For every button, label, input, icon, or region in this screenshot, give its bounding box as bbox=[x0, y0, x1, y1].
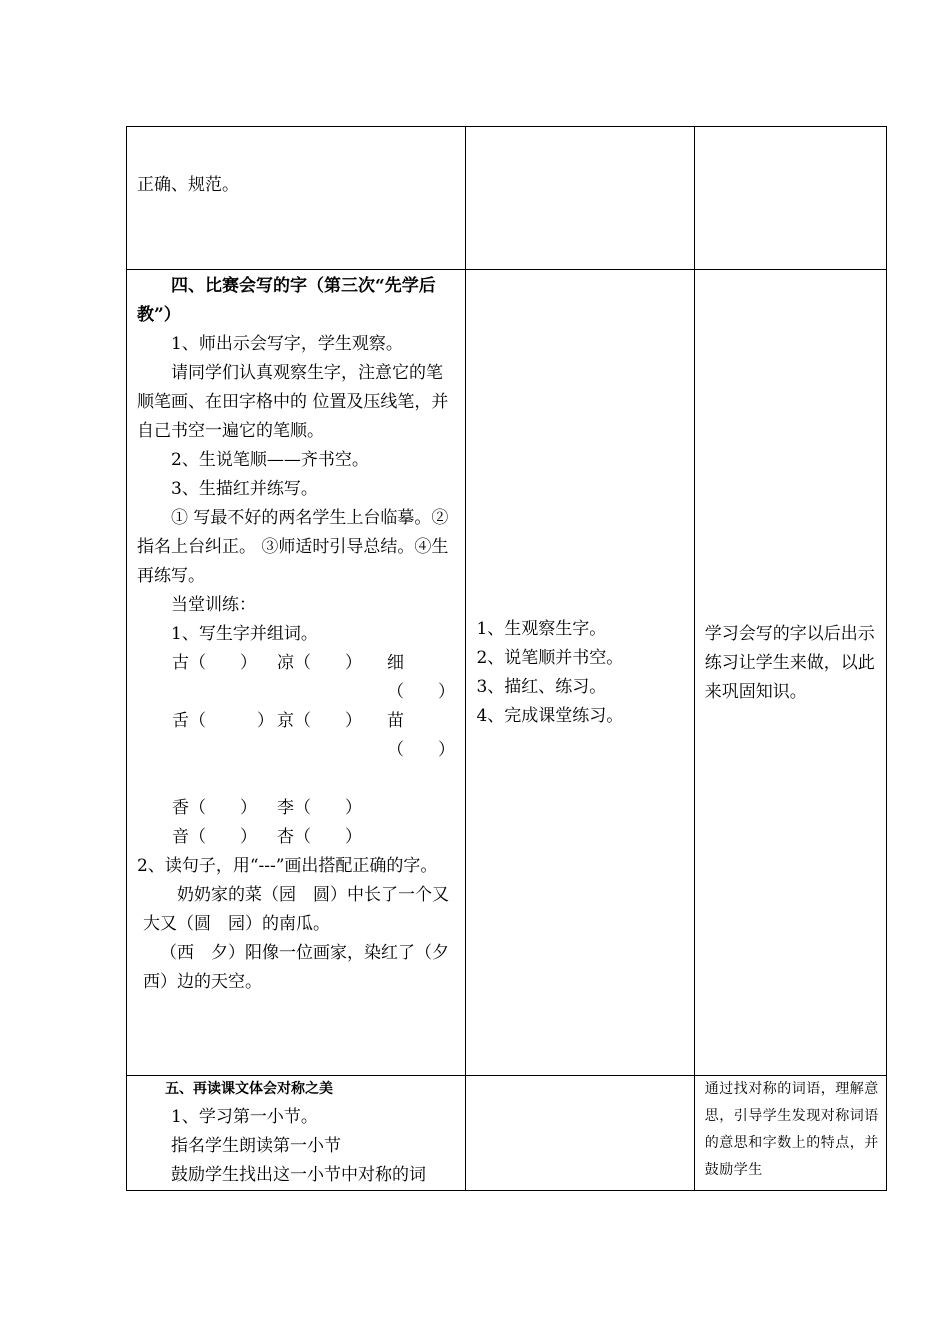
student-activity-item: 2、说笔顺并书空。 bbox=[476, 647, 624, 668]
word-blank: 舌（ ） bbox=[172, 711, 274, 731]
student-activity-item: 1、生观察生字。 bbox=[476, 618, 607, 639]
word-exercise-row bbox=[137, 823, 457, 852]
step-line: 3、生描红并练写。 bbox=[171, 479, 318, 499]
step-line: 1、写生字并组词。 bbox=[171, 624, 318, 644]
teacher-activity-cell bbox=[127, 127, 466, 270]
word-blank: 香（ ） bbox=[172, 798, 257, 818]
word-blank: 音（ ） bbox=[172, 827, 257, 847]
teacher-activity-cell bbox=[127, 1076, 466, 1191]
design-intent-cell bbox=[694, 270, 886, 1076]
lesson-plan-table bbox=[126, 126, 887, 1191]
table-row bbox=[127, 270, 887, 1076]
word-blank: 凉（ ） bbox=[277, 653, 362, 673]
student-activity-cell bbox=[466, 270, 694, 1076]
step-line: 指名学生朗读第一小节 bbox=[171, 1136, 341, 1156]
row1-text: 正确、规范。 bbox=[137, 175, 239, 195]
student-activity-cell bbox=[466, 1076, 694, 1191]
section-five-heading: 五、再读课文体会对称之美 bbox=[165, 1081, 333, 1097]
sentence-line: 奶奶家的菜（园 圆）中长了一个又大又（圆 园）的南瓜。 bbox=[143, 885, 449, 934]
step-line: 1、师出示会写字，学生观察。 bbox=[171, 334, 403, 354]
task-two-line: 2、读句子，用“---”画出搭配正确的字。 bbox=[137, 856, 438, 876]
design-intent-cell bbox=[694, 127, 886, 270]
student-activity-item: 3、描红、练习。 bbox=[476, 676, 607, 697]
step-line: 1、学习第一小节。 bbox=[171, 1107, 318, 1127]
step-line: 鼓励学生找出这一小节中对称的词 bbox=[171, 1165, 426, 1185]
design-intent-text: 通过找对称的词语，理解意思，引导学生发现对称词语的意思和字数上的特点，并鼓励学生 bbox=[704, 1081, 879, 1178]
student-activity-item: 4、完成课堂练习。 bbox=[476, 705, 624, 726]
word-exercise-row bbox=[137, 794, 457, 823]
student-activity-cell bbox=[466, 127, 694, 270]
word-exercise-row bbox=[137, 707, 457, 765]
sentence-line: （西 夕）阳像一位画家，染红了（夕 西）边的天空。 bbox=[143, 943, 466, 992]
word-blank: 京（ ） bbox=[277, 711, 362, 731]
step-line: ① 写最不好的两名学生上台临摹。②指名上台纠正。 ③师适时引导总结。④生再练写。 bbox=[137, 508, 449, 586]
table-row bbox=[127, 127, 887, 270]
design-intent-text: 学习会写的字以后出示练习让学生来做，以此来巩固知识。 bbox=[704, 624, 875, 702]
word-exercise-row bbox=[137, 649, 457, 707]
word-blank: 杏（ ） bbox=[277, 827, 362, 847]
section-four-heading: 四、比赛会写的字（第三次“先学后教”） bbox=[137, 276, 436, 325]
word-blank: 细（ ） bbox=[387, 653, 455, 702]
step-line: 当堂训练： bbox=[171, 595, 256, 615]
design-intent-cell bbox=[694, 1076, 886, 1191]
word-blank: 李（ ） bbox=[277, 798, 362, 818]
step-line: 请同学们认真观察生字，注意它的笔顺笔画、在田字格中的 位置及压线笔，并自己书空一遍它的笔顺。 bbox=[137, 363, 449, 441]
word-blank: 苗（ ） bbox=[387, 711, 455, 760]
table-row bbox=[127, 1076, 887, 1191]
step-line: 2、生说笔顺——齐书空。 bbox=[171, 450, 369, 470]
teacher-activity-cell bbox=[127, 270, 466, 1076]
word-blank: 古（ ） bbox=[172, 653, 257, 673]
